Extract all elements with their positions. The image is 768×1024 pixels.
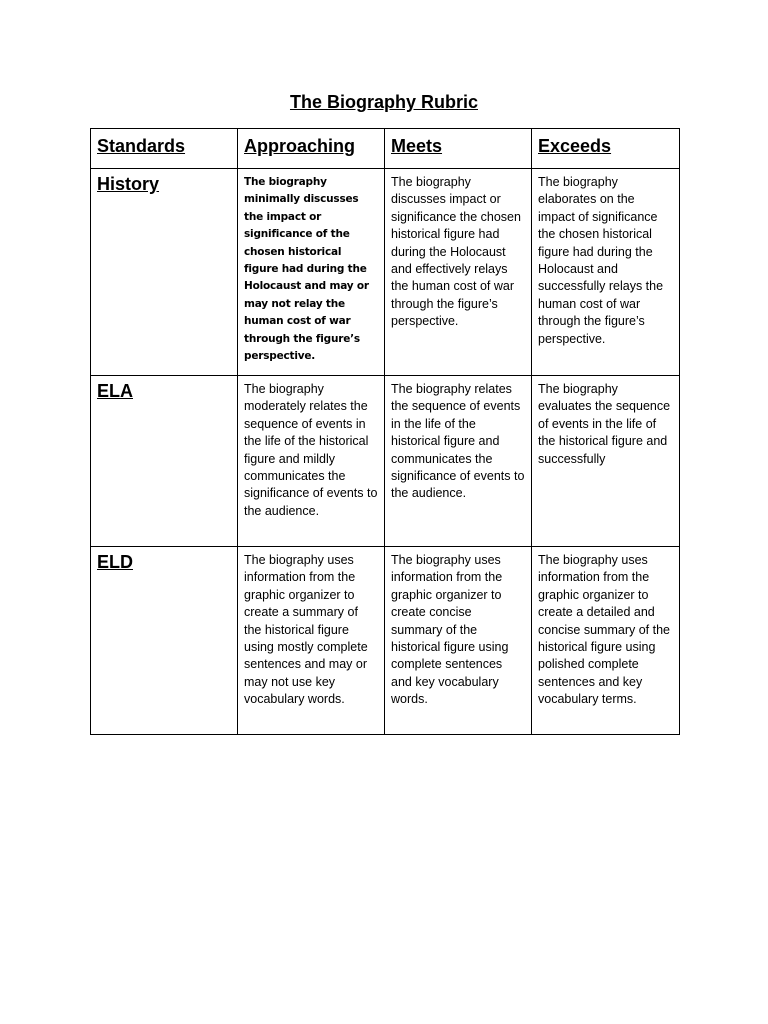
approaching-cell: The biography minimally discusses the impact or significance of the chosen historical figure had during the Holocaust and may or may not relay the human cost of war through the figure’s perspective.: [238, 169, 385, 376]
table-header-row: [91, 129, 680, 169]
approaching-cell: The biography uses information from the graphic organizer to create a summary of the historical figure using mostly complete sentences and may or may not use key vocabulary words.: [238, 547, 385, 735]
header-approaching: Approaching: [238, 129, 385, 169]
exceeds-cell: The biography uses information from the graphic organizer to create a detailed and concise summary of the historical figure using polished complete sentences and key vocabulary terms.: [532, 547, 680, 735]
exceeds-cell: The biography elaborates on the impact of significance the chosen historical figure had during the Holocaust and successfully relays the human cost of war through the figure’s perspective.: [532, 169, 680, 376]
meets-cell: The biography discusses impact or significance the chosen historical figure had during the Holocaust and effectively relays the human cost of war through the figure’s perspective.: [385, 169, 532, 376]
header-standards: Standards: [91, 129, 238, 169]
standard-cell: ELA: [91, 376, 238, 547]
meets-cell: The biography uses information from the graphic organizer to create concise summary of the historical figure using complete sentences and key vocabulary words.: [385, 547, 532, 735]
page-title: The Biography Rubric: [289, 92, 478, 112]
table-row-eld: [91, 547, 680, 735]
table-row-ela: [91, 376, 680, 547]
exceeds-cell: The biography evaluates the sequence of events in the life of the historical figure and successfully: [532, 376, 680, 547]
rubric-table: [90, 128, 680, 735]
header-meets: Meets: [385, 129, 532, 169]
standard-cell: History: [91, 169, 238, 376]
standard-cell: ELD: [91, 547, 238, 735]
meets-cell: The biography relates the sequence of events in the life of the historical figure and communicates the significance of events to the audience.: [385, 376, 532, 547]
table-row-history: [91, 169, 680, 376]
header-exceeds: Exceeds: [532, 129, 680, 169]
approaching-cell: The biography moderately relates the sequence of events in the life of the historical figure and mildly communicates the significance of events to the audience.: [238, 376, 385, 547]
